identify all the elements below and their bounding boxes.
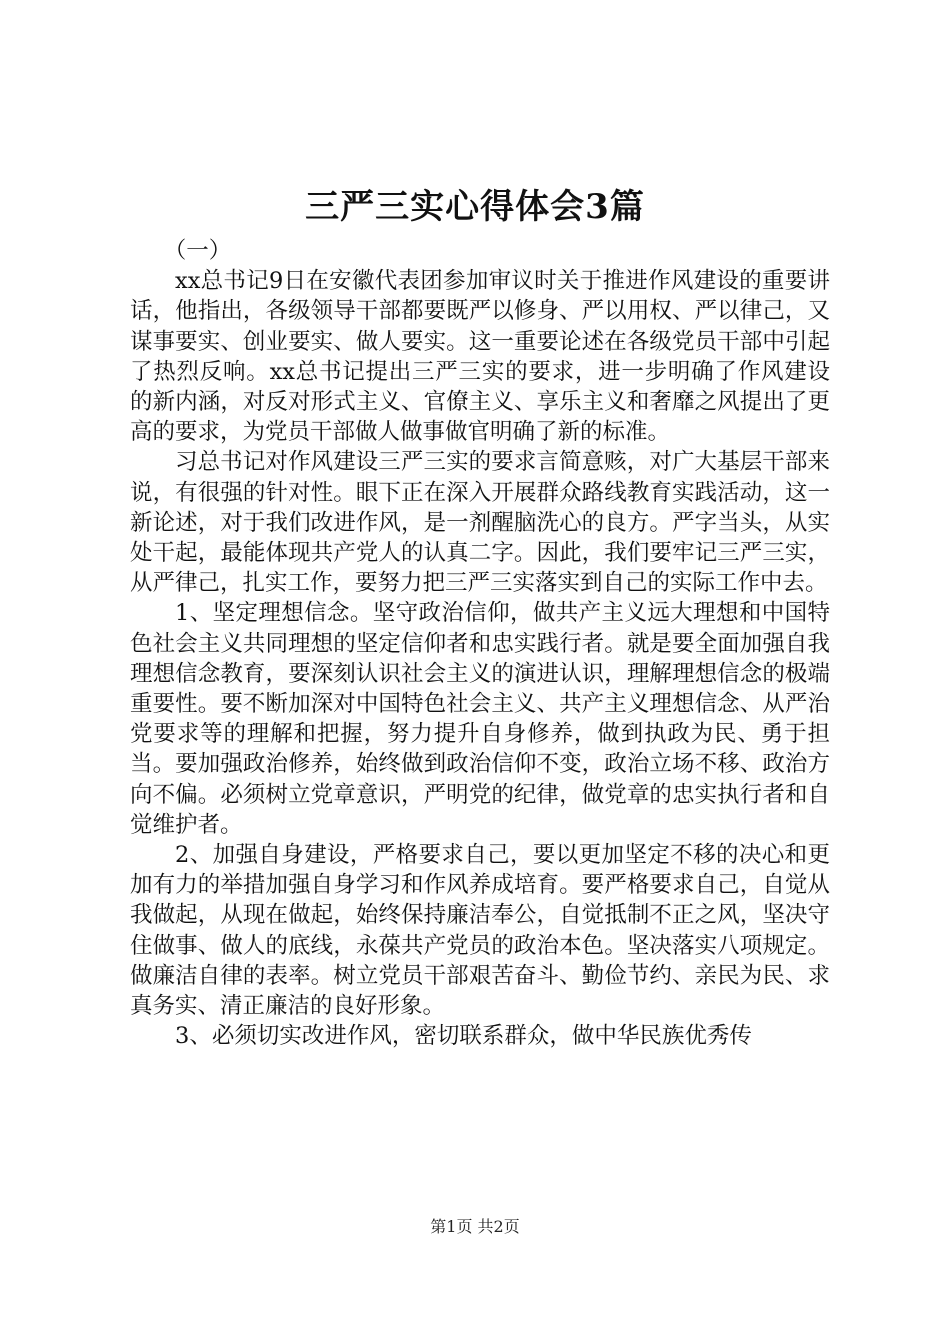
paragraph-3: 1、坚定理想信念。坚守政治信仰，做共产主义远大理想和中国特色社会主义共同理想的坚定信仰者和忠实践行者。就是要全面加强自我理想信念教育，要深刻认识社会主义的演进认识，理解理想信念的极端重要性。要不断加深对中国特色社会主义、共产主义理想信念、从严治党要求等的理解和把握，努力提升自身修养，做到执政为民、勇于担当。要加强政治修养，始终做到政治信仰不变，政治立场不移、政治方向不偏。必须树立党章意识，严明党的纪律，做党章的忠实执行者和自觉维护者。 (130, 600, 830, 838)
paragraph-4: 2、加强自身建设，严格要求自己，要以更加坚定不移的决心和更加有力的举措加强自身学习和作风养成培育。要严格要求自己，自觉从我做起，从现在做起，始终保持廉洁奉公，自觉抵制不正之风，坚决守住做事、做人的底线，永葆共产党员的政治本色。坚决落实八项规定。做廉洁自律的表率。树立党员干部艰苦奋斗、勤俭节约、亲民为民、求真务实、清正廉洁的良好形象。 (130, 842, 830, 1020)
document-body (130, 236, 830, 1051)
section-mark: （一） (163, 238, 232, 264)
page-footer: 第1页 共2页 (430, 1217, 520, 1236)
paragraph-1: xx总书记9日在安徽代表团参加审议时关于推进作风建设的重要讲话，他指出，各级领导干部都要既严以修身、严以用权、严以律己，又谋事要实、创业要实、做人要实。这一重要论述在各级党员干部中引起了热烈反响。xx总书记提出三严三实的要求，进一步明确了作风建设的新内涵，对反对形式主义、官僚主义、享乐主义和奢靡之风提出了更高的要求，为党员干部做人做事做官明确了新的标准。 (130, 268, 830, 446)
paragraph-5: 3、必须切实改进作风，密切联系群众，做中华民族优秀传 (175, 1023, 752, 1050)
document-title: 三严三实心得体会3篇 (305, 187, 645, 227)
paragraph-2: 习总书记对作风建设三严三实的要求言简意赅，对广大基层干部来说，有很强的针对性。眼下正在深入开展群众路线教育实践活动，这一新论述，对于我们改进作风，是一剂醒脑洗心的良方。严字当头，从实处干起，最能体现共产党人的认真二字。因此，我们要牢记三严三实，从严律己，扎实工作，要努力把三严三实落实到自己的实际工作中去。 (130, 449, 830, 597)
